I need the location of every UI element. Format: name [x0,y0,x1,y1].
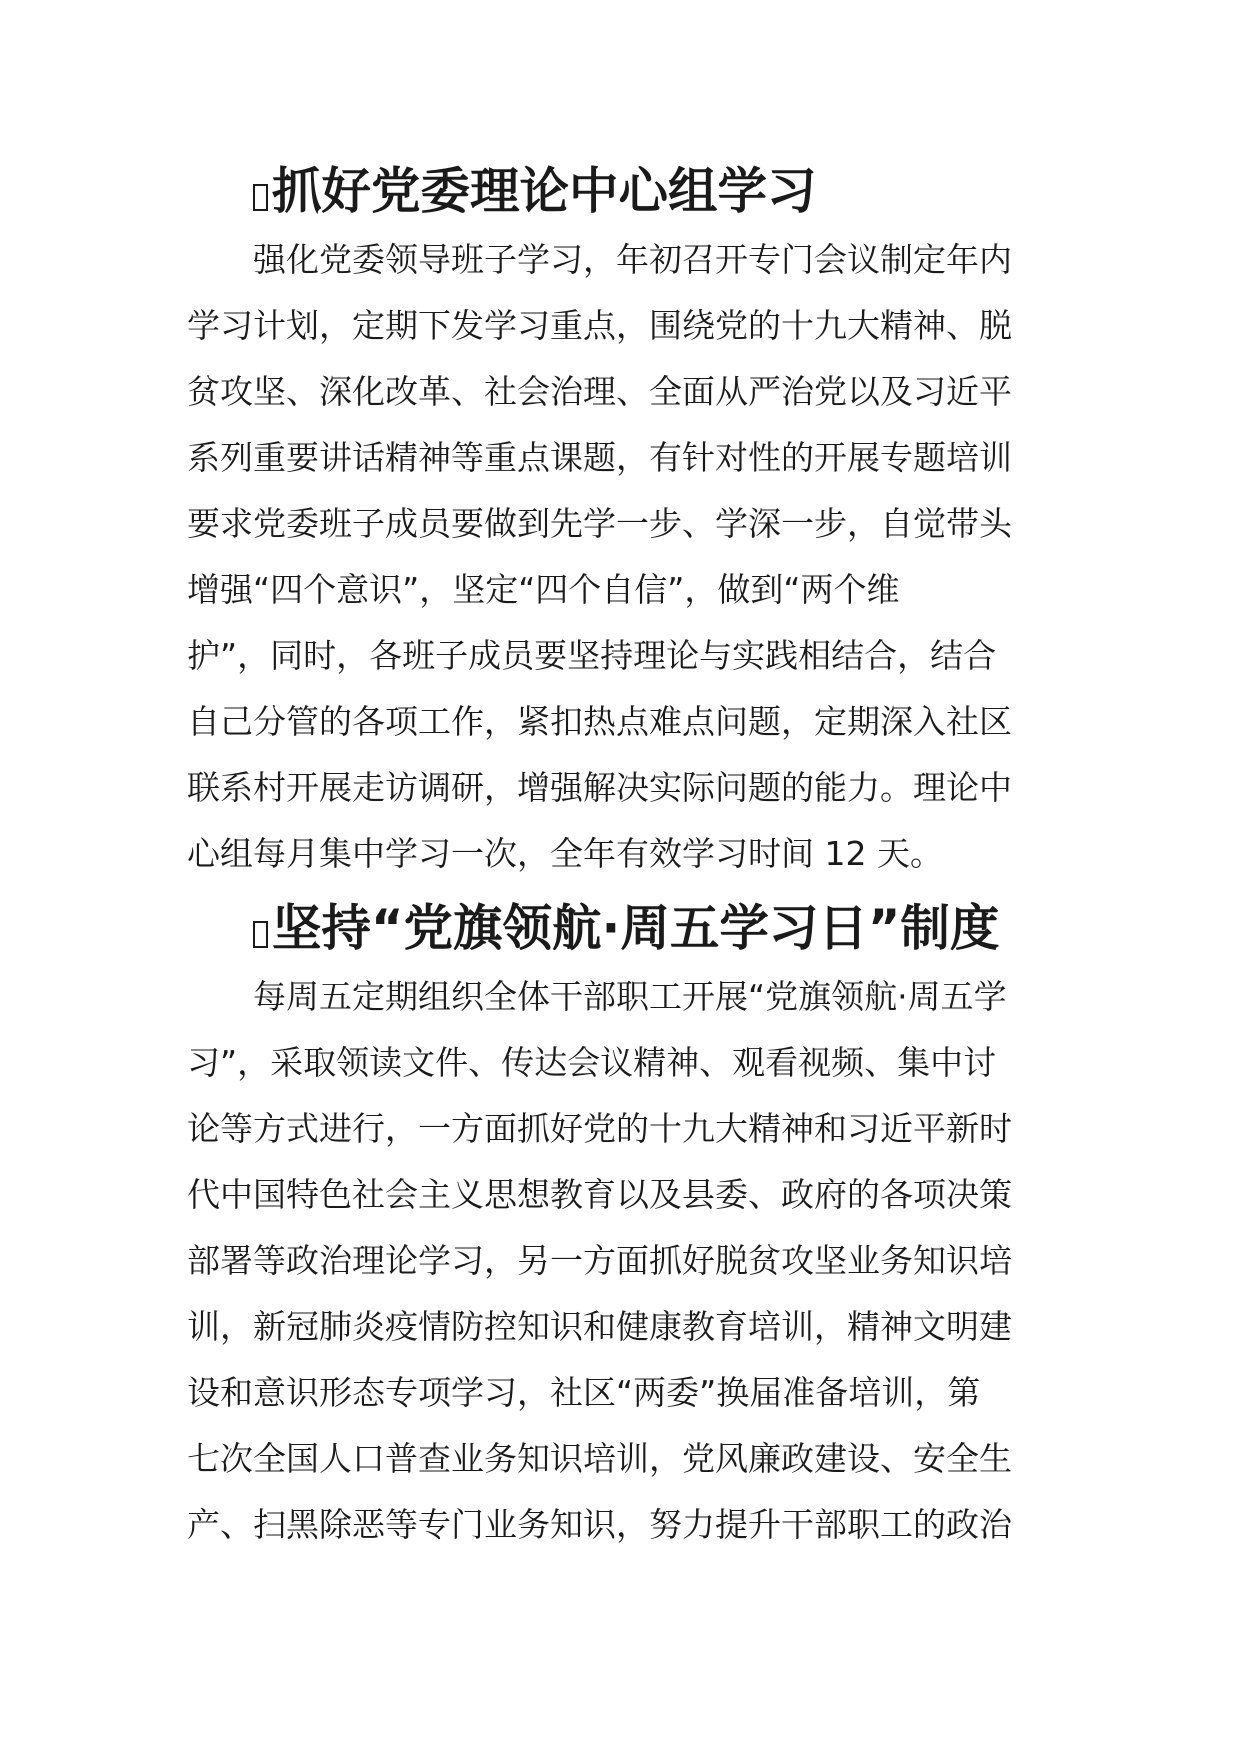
section-heading [187,895,1053,961]
document-body [187,158,1053,1566]
paragraph-line: 心组每月集中学习一次，全年有效学习时间 12 天。 [187,834,943,873]
paragraph-line: 增强“四个意识”，坚定“四个自信”，做到“两个维 [187,570,900,609]
paragraph-line: 学习计划，定期下发学习重点，围绕党的十九大精神、脱 [187,306,1012,345]
missing-glyph-box-icon [253,921,268,948]
section-heading-text: 抓好党委理论中心组学习 [272,162,817,220]
section-heading [187,158,1053,224]
paragraph-line: 代中国特色社会主义思想教育以及县委、政府的各项决策 [187,1175,1012,1214]
paragraph-line: 护”，同时，各班子成员要坚持理论与实践相结合，结合 [187,636,997,675]
paragraph-line: 设和意识形态专项学习，社区“两委”换届准备培训，第 [187,1373,981,1412]
paragraph-line: 每周五定期组织全体干部职工开展“党旗领航·周五学 [253,977,1007,1016]
paragraph-line: 强化党委领导班子学习，年初召开专门会议制定年内 [253,240,1012,279]
paragraph-line: 论等方式进行，一方面抓好党的十九大精神和习近平新时 [187,1109,1012,1148]
paragraph-line: 贫攻坚、深化改革、社会治理、全面从严治党以及习近平 [187,372,1012,411]
section-paragraph [187,224,1053,895]
paragraph-line: 产、扫黑除恶等专门业务知识，努力提升干部职工的政治 [187,1505,1012,1544]
missing-glyph-box-icon [253,184,268,211]
paragraph-line: 自己分管的各项工作，紧扣热点难点问题，定期深入社区 [187,702,1012,741]
paragraph-line: 习”，采取领读文件、传达会议精神、观看视频、集中讨 [187,1043,997,1082]
section-paragraph [187,961,1053,1566]
paragraph-line: 要求党委班子成员要做到先学一步、学深一步，自觉带头 [187,504,1012,543]
paragraph-line: 联系村开展走访调研，增强解决实际问题的能力。理论中 [187,768,1012,807]
paragraph-line: 系列重要讲话精神等重点课题，有针对性的开展专题培训 [187,438,1012,477]
paragraph-line: 部署等政治理论学习，另一方面抓好脱贫攻坚业务知识培 [187,1241,1012,1280]
paragraph-line: 七次全国人口普查业务知识培训，党风廉政建设、安全生 [187,1439,1012,1478]
paragraph-line: 训，新冠肺炎疫情防控知识和健康教育培训，精神文明建 [187,1307,1012,1346]
section-heading-text: 坚持“党旗领航·周五学习日”制度 [272,899,1000,957]
